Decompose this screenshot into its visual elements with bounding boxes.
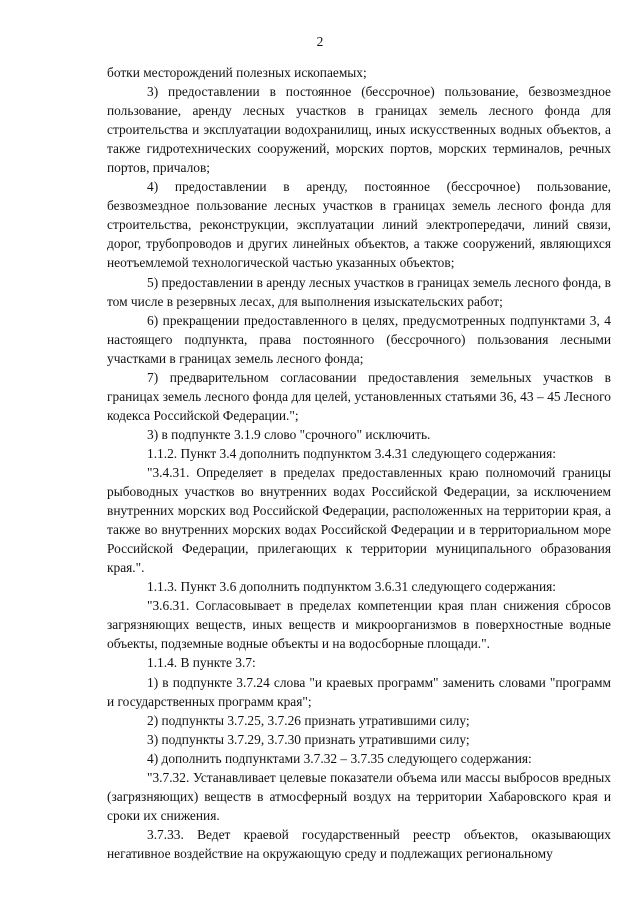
paragraph-3-6-31: "3.6.31. Согласовывает в пределах компетенции края план снижения сбросов загрязняющих веществ, иных веществ и микроорганизмов в поверхностные водные объекты, подземные водные объекты и на водосборные площади.".	[107, 598, 611, 652]
paragraph-item-5: 5) предоставлении в аренду лесных участков в границах земель лесного фонда, в том числе в резервных лесах, для выполнения изыскательских работ;	[107, 274, 611, 309]
paragraph-amend-4: 4) дополнить подпунктами 3.7.32 – 3.7.35 следующего содержания:	[147, 750, 532, 766]
paragraph-amend-2: 2) подпункты 3.7.25, 3.7.26 признать утратившими силу;	[147, 712, 470, 728]
paragraph-amend-3: 3) подпункты 3.7.29, 3.7.30 признать утратившими силу;	[147, 731, 470, 747]
paragraph-3-7-32: "3.7.32. Устанавливает целевые показатели объема или массы выбросов вредных (загрязняющих) веществ в атмосферный воздух на территории Хабаровского края и сроки их снижения.	[107, 769, 611, 823]
paragraph-1-1-4: 1.1.4. В пункте 3.7:	[147, 655, 256, 671]
paragraph-3-7-33: 3.7.33. Ведет краевой государственный реестр объектов, оказывающих негативное воздействие на окружающую среду и подлежащих региональному	[107, 826, 611, 861]
paragraph-item-7: 7) предварительном согласовании предоставления земельных участков в границах земель лесного фонда для целей, установленных статьями 36, 43 – 45 Лесного кодекса Российской Федерации.";	[107, 369, 611, 423]
paragraph-1-1-2: 1.1.2. Пункт 3.4 дополнить подпунктом 3.4.31 следующего содержания:	[147, 445, 557, 461]
paragraph-1-1-3: 1.1.3. Пункт 3.6 дополнить подпунктом 3.6.31 следующего содержания:	[147, 579, 557, 595]
document-body	[107, 63, 611, 863]
paragraph-item-4: 4) предоставлении в аренду, постоянное (бессрочное) пользование, безвозмездное пользование лесных участков в границах земель лесного фонда для строительства, реконструкции, эксплуатации линий электропередачи, линий связи, дорог, трубопроводов и других линейных объектов, а также сооружений, являющихся неотъемлемой технологической частью указанных объектов;	[107, 179, 611, 271]
paragraph-3-4-31: "3.4.31. Определяет в пределах предоставленных краю полномочий границы рыбоводных участков во внутренних водах Российской Федерации, за исключением внутренних морских вод Российской Федерации, расположенных на территории края, а также во внутренних морских водах Российской Федерации и в территориальном море Российской Федерации, прилегающих к территории муниципального образования края.".	[107, 464, 611, 576]
paragraph-item-3: 3) предоставлении в постоянное (бессрочное) пользование, безвозмездное пользование, аренду лесных участков в границах земель лесного фонда для строительства и эксплуатации водохранилищ, иных искусственных водных объектов, а также гидротехнических сооружений, морских портов, морских терминалов, речных портов, причалов;	[107, 84, 611, 176]
paragraph-item-6: 6) прекращении предоставленного в целях, предусмотренных подпунктами 3, 4 настоящего подпункта, права постоянного (бессрочного) пользования лесными участками в границах земель лесного фонда;	[107, 312, 611, 366]
paragraph-amend-1: 1) в подпункте 3.7.24 слова "и краевых программ" заменить словами "программ и государственных программ края";	[107, 674, 611, 709]
paragraph-continuation: ботки месторождений полезных ископаемых;	[107, 65, 367, 80]
page-number: 2	[316, 34, 324, 49]
paragraph-subitem-3: 3) в подпункте 3.1.9 слово "срочного" исключить.	[147, 426, 431, 442]
